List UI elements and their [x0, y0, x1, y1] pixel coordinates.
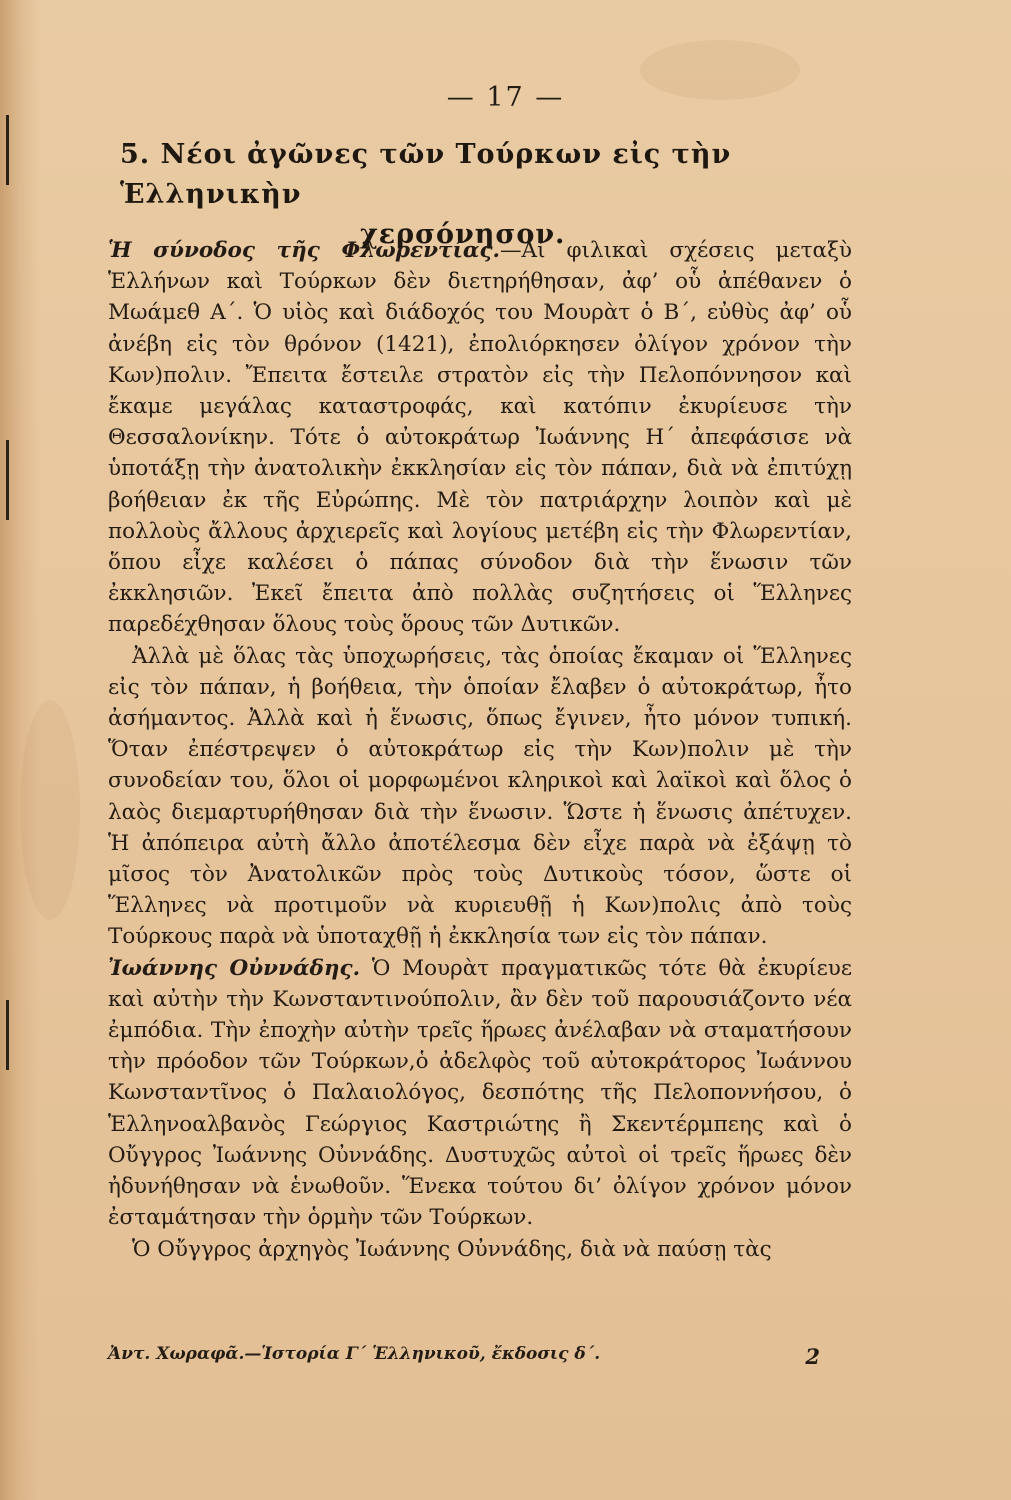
paragraph-runhead: Ἡ σύνοδος τῆς Φλωρεντίας.	[108, 238, 501, 263]
binding-mark	[6, 1000, 9, 1070]
paragraph-runhead: Ἰωάννης Οὐννάδης.	[108, 955, 361, 981]
paragraph	[108, 235, 852, 641]
footer-signature: 2	[805, 1344, 820, 1369]
page-number: — 17 —	[446, 82, 565, 113]
binding-mark	[6, 440, 9, 520]
paragraph	[108, 641, 852, 953]
paragraph-text: —Αἱ φιλικαὶ σχέσεις μεταξὺ Ἑλλήνων καὶ Τούρκων δὲν διετηρήθησαν, ἀφ’ οὗ ἀπέθανεν ὁ Μωάμεθ Α΄. Ὁ υἱὸς καὶ διάδοχός του Μουρὰτ ὁ Β΄, εὐθὺς ἀφ’ οὗ ἀνέβη εἰς τὸν θρόνον (1421), ἐπολιόρκησεν ὀλίγον χρόνον τὴν Κων)πολιν. Ἔπειτα ἔστειλε στρατὸν εἰς τὴν Πελοπόννησον καὶ ἔκαμε μεγάλας καταστροφάς, καὶ κατόπιν ἐκυρίευσε τὴν Θεσσαλονίκην. Τότε ὁ αὐτοκράτωρ Ἰωάννης Η΄ ἀπεφάσισε νὰ ὑποτάξῃ τὴν ἀνατολικὴν ἐκκλησίαν εἰς τὸν πάπαν, διὰ νὰ ἐπιτύχῃ βοήθειαν ἐκ τῆς Εὐρώπης. Μὲ τὸν πατριάρχην λοιπὸν καὶ μὲ πολλοὺς ἄλλους ἀρχιερεῖς καὶ λογίους μετέβη εἰς τὴν Φλωρεντίαν, ὅπου εἶχε καλέσει ὁ πάπας σύνοδον διὰ τὴν ἕνωσιν τῶν ἐκκλησιῶν. Ἐκεῖ ἔπειτα ἀπὸ πολλὰς συζητήσεις οἱ Ἕλληνες παρεδέχθησαν ὅλους τοὺς ὅρους τῶν Δυτικῶν.	[108, 238, 852, 638]
page-footer	[108, 1344, 858, 1369]
paragraph	[108, 953, 852, 1234]
paragraph	[108, 1234, 852, 1265]
binding-mark	[6, 115, 9, 185]
paragraph-text: Ἀλλὰ μὲ ὅλας τὰς ὑποχωρήσεις, τὰς ὁποίας ἔκαμαν οἱ Ἕλληνες εἰς τὸν πάπαν, ἡ βοήθεια, τὴν ὁποίαν ἔλαβεν ὁ αὐτοκράτωρ, ἦτο ἀσήμαντος. Ἀλλὰ καὶ ἡ ἕνωσις, ὅπως ἔγινεν, ἦτο μόνον τυπική. Ὅταν ἐπέστρεψεν ὁ αὐτοκράτωρ εἰς τὴν Κων)πολιν μὲ τὴν συνοδείαν του, ὅλοι οἱ μορφωμένοι κληρικοὶ καὶ λαϊκοὶ καὶ ὅλος ὁ λαὸς διεμαρτυρήθησαν διὰ τὴν ἕνωσιν. Ὥστε ἡ ἕνωσις ἀπέτυχεν. Ἡ ἀπόπειρα αὐτὴ ἄλλο ἀποτέλεσμα δὲν εἶχε παρὰ νὰ ἐξάψῃ τὸ μῖσος τὸν Ἀνατολικῶν πρὸς τοὺς Δυτικοὺς τόσον, ὥστε οἱ Ἕλληνες νὰ προτιμοῦν νὰ κυριευθῇ ἡ Κων)πολις ἀπὸ τοὺς Τούρκους παρὰ νὰ ὑποταχθῇ ἡ ἐκκλησία των εἰς τὸν πάπαν.	[108, 643, 852, 950]
heading-line-1: 5. Νέοι ἀγῶνες τῶν Τούρκων εἰς τὴν Ἑλληνικὴν	[120, 139, 732, 210]
paper-stain	[20, 700, 80, 920]
body-text	[108, 235, 852, 1265]
heading-line-2: χερσόνησον.	[360, 219, 566, 250]
footer-source: Ἀντ. Χωραφᾶ.—Ἱστορία Γ΄ Ἑλληνικοῦ, ἔκδοσις δ΄.	[108, 1344, 601, 1364]
paragraph-text: Ὁ Μουρὰτ πραγματικῶς τότε θὰ ἐκυρίευε καὶ αὐτὴν τὴν Κωνσταντινούπολιν, ἂν δὲν τοῦ παρουσιάζοντο νέα ἐμπόδια. Τὴν ἐποχὴν αὐτὴν τρεῖς ἥρωες ἀνέλαβαν νὰ σταματήσουν τὴν πρόοδον τῶν Τούρκων,ὁ ἀδελφὸς τοῦ αὐτοκράτορος Ἰωάννου Κωνσταντῖνος ὁ Παλαιολόγος, δεσπότης τῆς Πελοποννήσου, ὁ Ἑλληνοαλβανὸς Γεώργιος Καστριώτης ἢ Σκεντέρμπεης καὶ ὁ Οὔγγρος Ἰωάννης Οὐννάδης. Δυστυχῶς αὐτοὶ οἱ τρεῖς ἥρωες δὲν ἠδυνήθησαν νὰ ἑνωθοῦν. Ἕνεκα τούτου δι’ ὀλίγον χρόνον μόνον ἐσταμάτησαν τὴν ὁρμὴν τῶν Τούρκων.	[108, 955, 853, 1231]
paragraph-text: Ὁ Οὔγγρος ἀρχηγὸς Ἰωάννης Οὐννάδης, διὰ νὰ παύσῃ τὰς	[132, 1236, 772, 1262]
